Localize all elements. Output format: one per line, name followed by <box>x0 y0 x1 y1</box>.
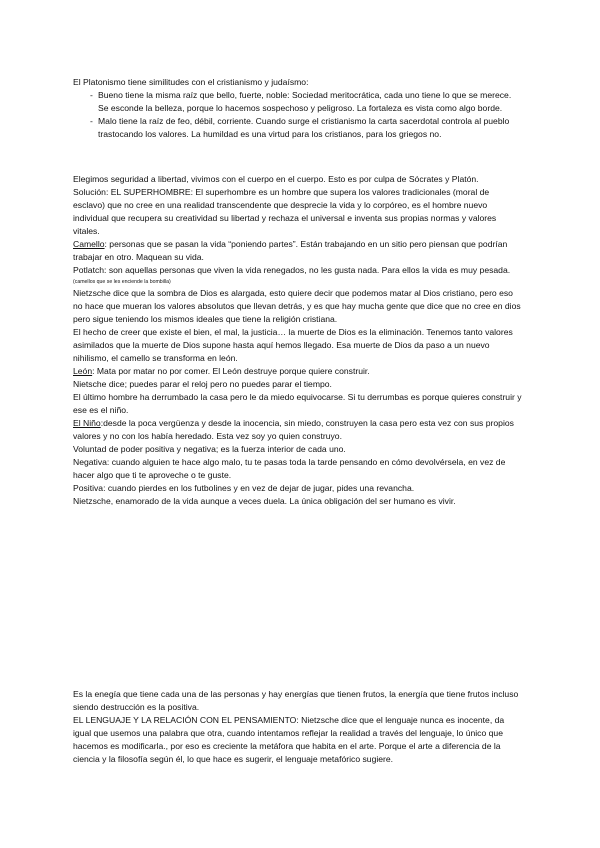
term-leon: León <box>73 366 93 376</box>
paragraph: Nietzsche, enamorado de la vida aunque a veces duela. La única obligación del ser humano es vivir. <box>73 496 456 506</box>
paragraph: Es la enegía que tiene cada una de las personas y hay energías que tienen frutos, la energía que tiene frutos incluso siendo destrucción es la positiva. <box>73 689 519 712</box>
section-superhombre <box>73 173 523 508</box>
list-item-text: Bueno tiene la misma raíz que bello, fuerte, noble: Sociedad meritocrática, cada uno tiene lo que se merece. Se esconde la belleza, porque lo hacemos sospechoso y peligroso. La fortaleza es vista como algo borde. <box>98 90 512 113</box>
paragraph: Voluntad de poder positiva y negativa; es la fuerza interior de cada uno. <box>73 444 346 454</box>
list-item <box>73 115 523 141</box>
paragraph: El Platonismo tiene similitudes con el cristianismo y judaísmo: <box>73 77 309 87</box>
definition-text: :desde la poca vergüenza y desde la inocencia, sin miedo, construyen la casa pero esta vez con sus propios valores y no con los había heredado. Esta vez soy yo quien construyo. <box>73 418 514 441</box>
term-nino: El Niño <box>73 418 101 428</box>
list-item-text: Malo tiene la raíz de feo, débil, corriente. Cuando surge el cristianismo la carta sacerdotal controla al pueblo trastocando los valores. La humildad es una virtud para los cristianos, para los griegos no. <box>98 116 510 139</box>
definition-text: : Mata por matar no por comer. El León destruye porque quiere construir. <box>92 366 370 376</box>
paragraph: El hecho de creer que existe el bien, el mal, la justicia… la muerte de Dios es la eliminación. Tenemos tanto valores asimilados que la muerte de Dios supone hasta aquí hemos llegado. Esa muerte de Dios da paso a un nuevo nihilismo, el camello se transforma en león. <box>73 327 513 363</box>
bullet-dash: - <box>90 116 93 126</box>
paragraph: Nietzsche dice que la sombra de Dios es alargada, esto quiere decir que podemos matar al Dios cristiano, pero eso no hace que mueran los valores absolutos que llevan detrás, y es que hay mucha gente que dice que no cree en dios pero sigue teniendo los mismos ideales que tiene la religión cristiana. <box>73 288 521 324</box>
paragraph: Potlatch: son aquellas personas que viven la vida renegados, no les gusta nada. Para ellos la vida es muy pesada. <box>73 265 511 275</box>
paragraph <box>73 417 523 443</box>
small-note: (camellos que se les enciende la bombilla) <box>73 279 171 285</box>
paragraph: EL LENGUAJE Y LA RELACIÓN CON EL PENSAMIENTO: Nietzsche dice que el lenguaje nunca es inocente, da igual que usemos una palabra que otra, cuando intentamos reflejar la realidad a través del lenguaje, lo único que hacemos es modificarla., por eso es creciente la metáfora que habita en el arte. Porque el arte a diferencia de la ciencia y la filosofía según él, lo que hace es sugerir, el lenguaje metafórico sugiere. <box>73 715 505 764</box>
section-energia-lenguaje <box>73 688 523 766</box>
paragraph: Solución: EL SUPERHOMBRE: El superhombre es un hombre que supera los valores tradicionales (moral de esclavo) que no cree en una realidad transcendente que desprecie la vida y lo corpóreo, es el hombre nuevo individual que recupera su creatividad su libertad y rechaza el universal e inventa sus propias normas y valores vitales. <box>73 187 497 236</box>
term-camello: Camello <box>73 239 105 249</box>
bullet-dash: - <box>90 90 93 100</box>
definition-text: : personas que se pasan la vida “poniendo partes”. Están trabajando en un sitio pero piensan que podrían trabajar en otro. Maquean su vida. <box>73 239 508 262</box>
paragraph <box>73 238 523 264</box>
paragraph <box>73 365 523 378</box>
paragraph: Positiva: cuando pierdes en los futbolines y en vez de dejar de jugar, pides una revancha. <box>73 483 415 493</box>
paragraph: El último hombre ha derrumbado la casa pero le da miedo equivocarse. Si tu derrumbas es porque quieres construir y ese es el niño. <box>73 392 522 415</box>
list-item <box>73 89 523 115</box>
paragraph: Nietsche dice; puedes parar el reloj pero no puedes parar el tiempo. <box>73 379 332 389</box>
paragraph: Negativa: cuando alguien te hace algo malo, tu te pasas toda la tarde pensando en cómo devolvérsela, en vez de hacer algo que ti te aproveche o te guste. <box>73 457 506 480</box>
section-platonismo <box>73 76 523 141</box>
paragraph: Elegimos seguridad a libertad, vivimos con el cuerpo en el cuerpo. Esto es por culpa de Sócrates y Platón. <box>73 174 479 184</box>
